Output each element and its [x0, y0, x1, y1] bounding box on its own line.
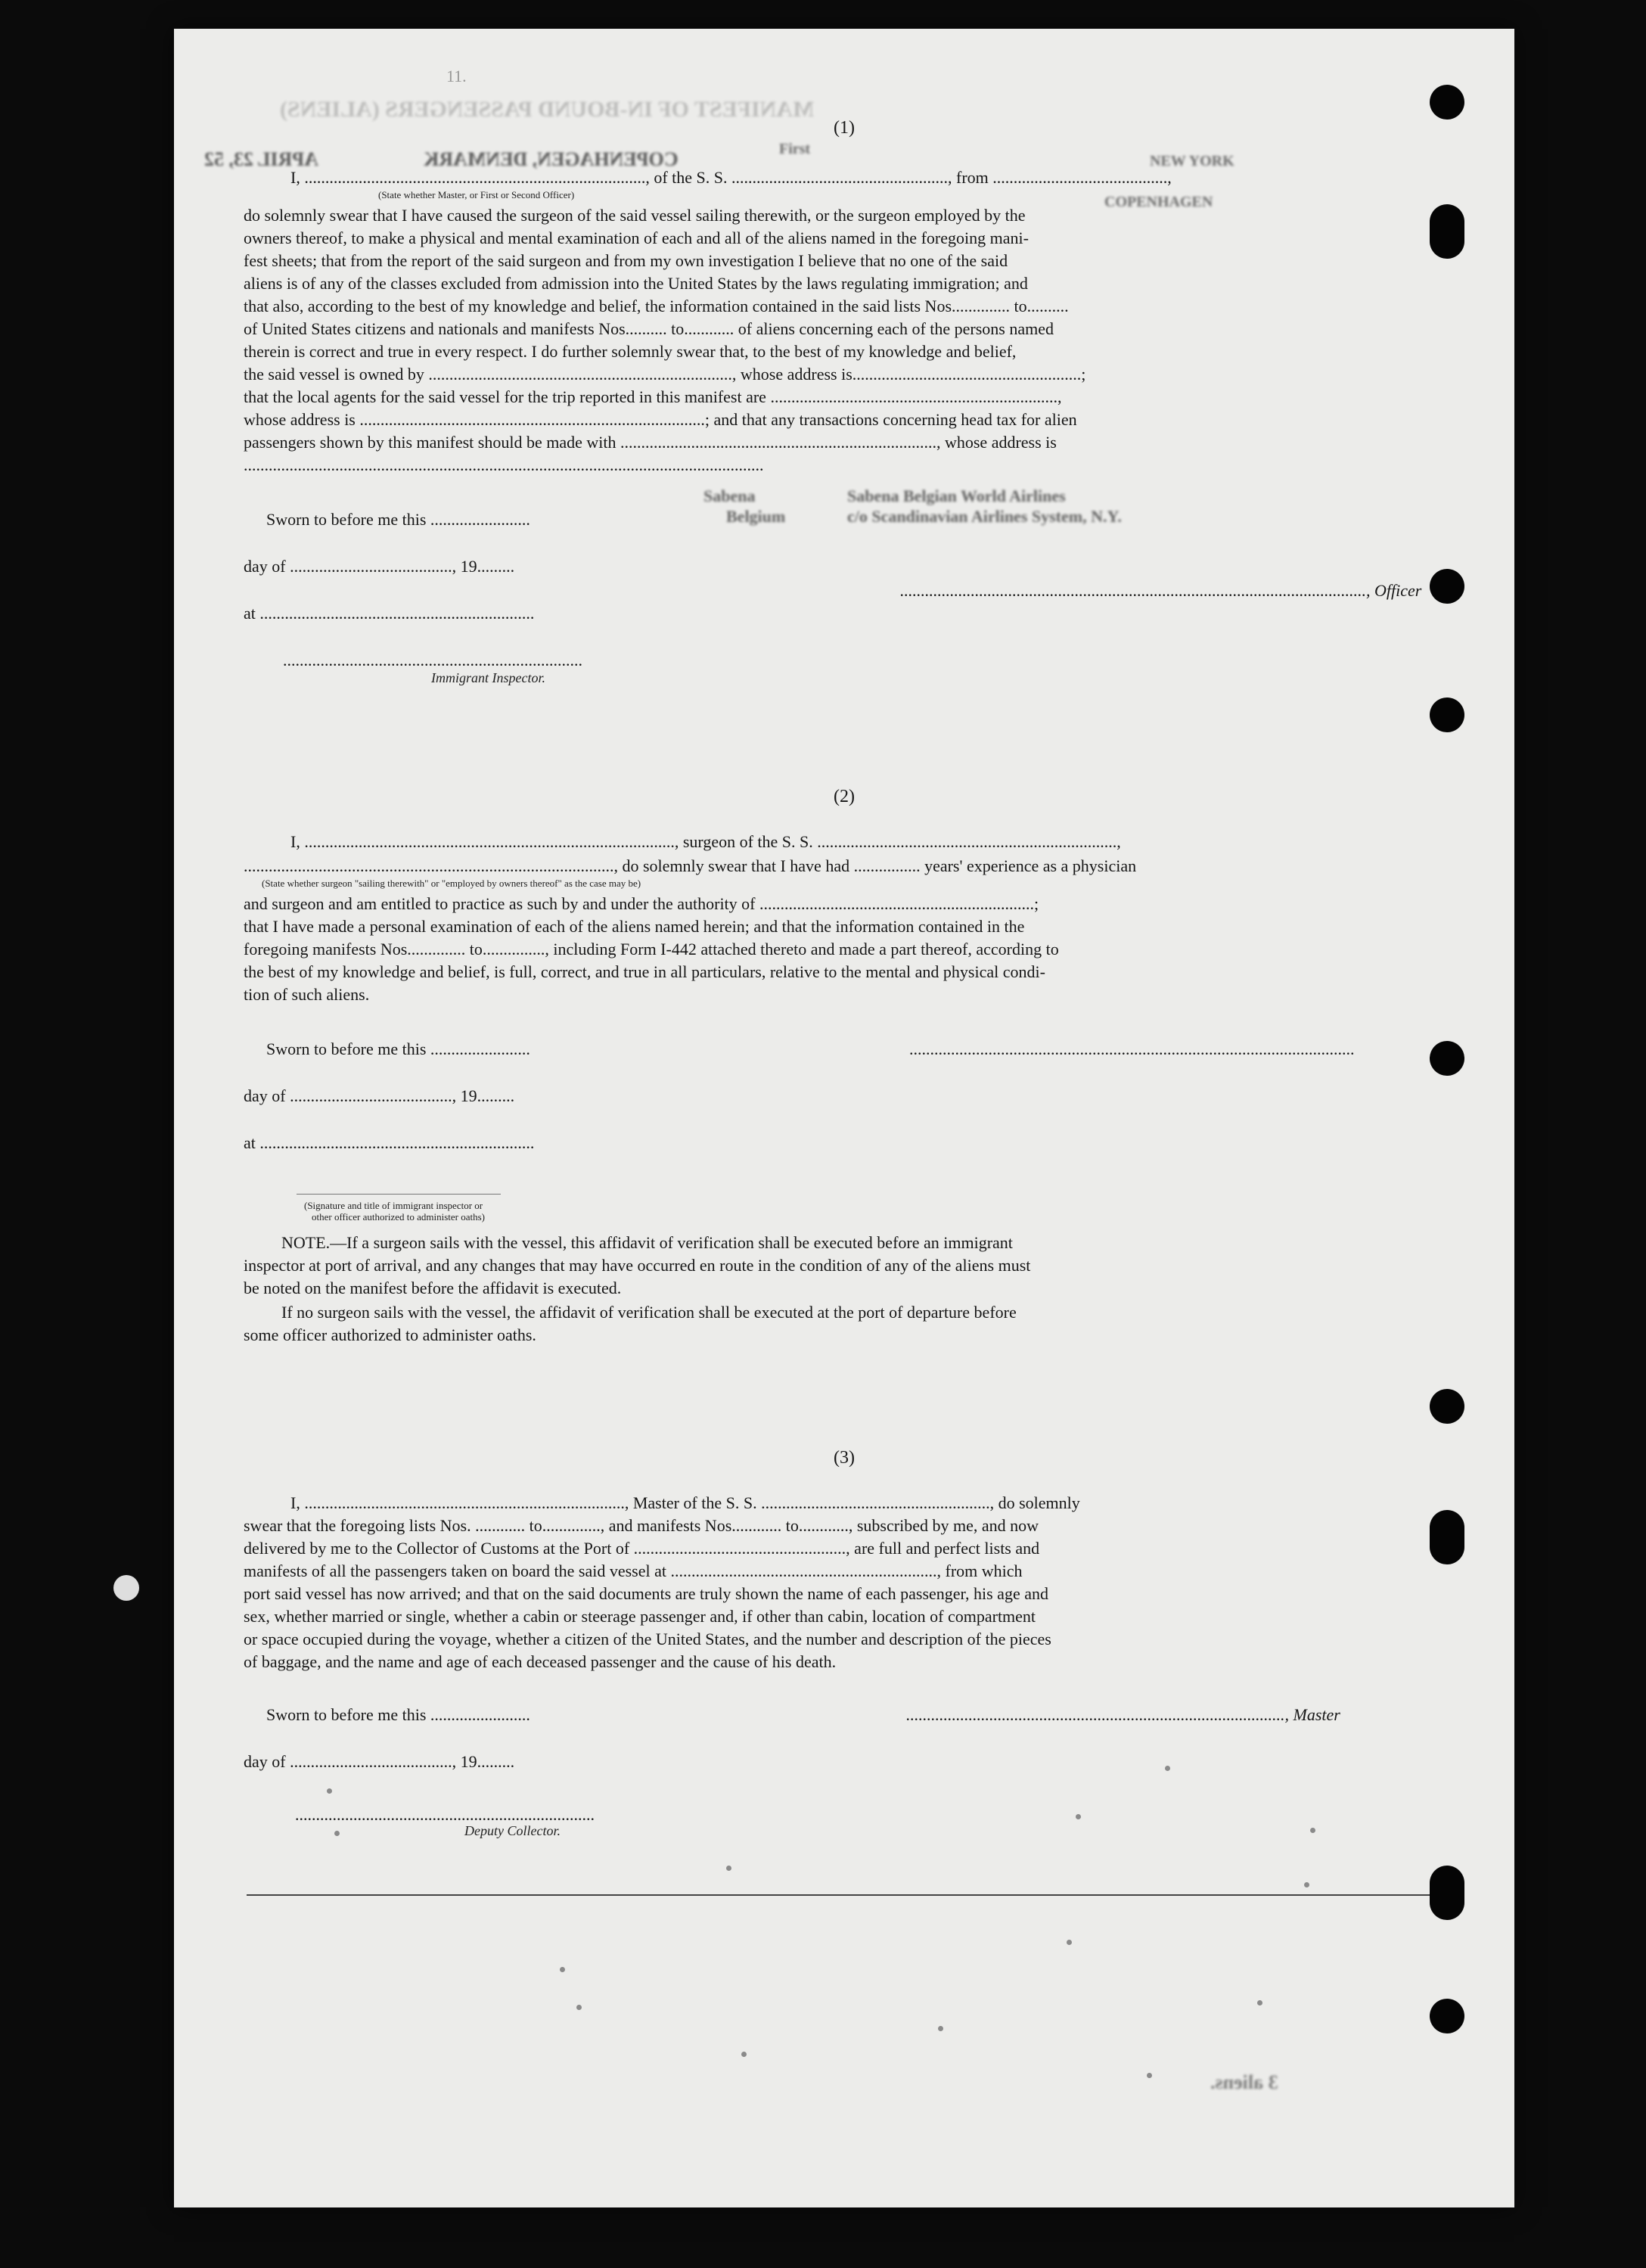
oath-line: swear that the foregoing lists Nos. ............ to.............., and manifests Nos............ to............, subscribed by me, and now: [244, 1516, 1039, 1535]
note-paragraph-2: [244, 1301, 1446, 1347]
section-3-sworn: Sworn to before me this ........................: [266, 1705, 530, 1724]
paper-speck: [1076, 1814, 1081, 1819]
oath-line: aliens is of any of the classes excluded from admission into the United States by the laws regulating immigration; and: [244, 274, 1028, 293]
officer-rank-note: (State whether Master, or First or Second Officer): [378, 189, 575, 200]
oath-line: do solemnly swear that I have caused the surgeon of the said vessel sailing therewith, or the surgeon employed by the: [244, 206, 1026, 225]
collector-caption: Deputy Collector.: [464, 1823, 561, 1838]
bleed-through-footer: 3 aliens.: [1210, 2071, 1278, 2093]
section-3-number: (3): [834, 1448, 855, 1468]
paper-fragment: [113, 1575, 139, 1601]
section-1-first-line: I, .................................................................................., of the S. S. ...................................................., from ..........................................,: [290, 168, 1172, 187]
signature-caption-2: other officer authorized to administer oaths): [312, 1211, 485, 1223]
officer-signature-line: ................................................................................................................, Officer: [900, 581, 1422, 600]
paper-speck: [741, 2052, 747, 2057]
binder-hole: [1430, 1389, 1464, 1424]
paper-speck: [1147, 2073, 1152, 2078]
section-2-line-1: I, ........................................................................................., surgeon of the S. S. ........................................................................,: [290, 832, 1121, 851]
surgeon-note: (State whether surgeon "sailing therewith" or "employed by owners thereof" as the case may be): [262, 878, 641, 889]
binder-hole: [1430, 85, 1464, 120]
oath-line: tion of such aliens.: [244, 985, 370, 1004]
paper-speck: [726, 1866, 731, 1871]
note-line: NOTE.—If a surgeon sails with the vessel, this affidavit of verification shall be executed before an immigrant: [281, 1233, 1013, 1252]
section-1-day: day of ......................................., 19.........: [244, 557, 515, 576]
section-2-signature-line: ...........................................................................................................: [909, 1039, 1355, 1058]
stamp-side-2: Belgium: [726, 507, 786, 526]
signature-rule: [297, 1194, 501, 1195]
section-1-number: (1): [834, 118, 855, 138]
manifest-sheet: [174, 29, 1514, 2207]
binder-hole: [1430, 204, 1464, 259]
oath-line: that the local agents for the said vessel for the trip reported in this manifest are .....................................................................,: [244, 387, 1062, 406]
port-handwritten: COPENHAGEN: [1104, 194, 1213, 210]
manifest-number: 11.: [446, 67, 467, 85]
note-line: be noted on the manifest before the affidavit is executed.: [244, 1278, 622, 1297]
paper-speck: [1067, 1940, 1072, 1945]
oath-line: manifests of all the passengers taken on board the said vessel at ................................................................, from which: [244, 1561, 1023, 1580]
oath-line: or space occupied during the voyage, whether a citizen of the United States, and the number and description of the pieces: [244, 1630, 1051, 1648]
stamp-line-2: c/o Scandinavian Airlines System, N.Y.: [847, 507, 1122, 526]
signature-caption-1: (Signature and title of immigrant inspector or: [304, 1200, 483, 1211]
binder-hole: [1430, 1041, 1464, 1076]
stamp-line-1: Sabena Belgian World Airlines: [847, 486, 1066, 505]
oath-line: foregoing manifests Nos.............. to..............., including Form I-442 attached thereto and made a part thereof, according to: [244, 940, 1059, 958]
section-2-line-2: ........................................................................................., do solemnly swear that I have had ................ years' experience as a physician: [244, 856, 1137, 875]
binder-hole: [1430, 697, 1464, 732]
oath-line: port said vessel has now arrived; and that on the said documents are truly shown the name of each passenger, his age and: [244, 1584, 1048, 1603]
paper-speck: [576, 2005, 582, 2010]
oath-line: that also, according to the best of my knowledge and belief, the information contained in the said lists Nos.............. to..........: [244, 297, 1069, 315]
oath-line: of United States citizens and nationals and manifests Nos.......... to............ of aliens concerning each of the persons named: [244, 319, 1054, 338]
oath-line: and surgeon and am entitled to practice as such by and under the authority of ..................................................................;: [244, 894, 1039, 913]
section-2-oath: [244, 893, 1446, 1006]
binder-hole: [1430, 1999, 1464, 2033]
paper-speck: [1257, 2000, 1262, 2005]
oath-line: whose address is ...................................................................................; and that any transactions concerning head tax for alien: [244, 410, 1077, 429]
bleed-through-ship: COPENHAGEN, DENMARK: [424, 148, 679, 170]
bleed-through-title: MANIFEST OF IN-BOUND PASSENGERS (ALIENS): [280, 97, 815, 122]
officer-rank-handwritten: First: [779, 141, 811, 157]
collector-signature-line: ........................................................................: [295, 1805, 595, 1824]
inspector-signature-line: ........................................................................: [283, 651, 582, 670]
oath-line: I, ............................................................................., Master of the S. S. ......................................................., do solemnly: [290, 1493, 1080, 1512]
bleed-through-date: APRIL 23, 52: [204, 148, 318, 170]
note-line: some officer authorized to administer oaths.: [244, 1325, 536, 1344]
oath-line: therein is correct and true in every respect. I do further solemnly swear that, to the best of my knowledge and belief,: [244, 342, 1017, 361]
paper-speck: [560, 1967, 565, 1972]
section-2-at: at ..................................................................: [244, 1133, 535, 1152]
section-1-at: at ..................................................................: [244, 604, 535, 623]
section-2-day: day of ......................................., 19.........: [244, 1086, 515, 1105]
oath-line: delivered by me to the Collector of Customs at the Port of ..................................................., are full and perfect lists and: [244, 1539, 1040, 1558]
paper-speck: [334, 1831, 340, 1836]
oath-line: of baggage, and the name and age of each deceased passenger and the cause of his death.: [244, 1652, 837, 1671]
master-signature-line: ..........................................................................................., Master: [906, 1705, 1340, 1724]
note-line: If no surgeon sails with the vessel, the affidavit of verification shall be executed at the port of departure before: [281, 1303, 1017, 1322]
stamp-side-1: Sabena: [703, 486, 756, 505]
binder-hole: [1430, 569, 1464, 604]
oath-line: owners thereof, to make a physical and mental examination of each and all of the aliens named in the foregoing mani-: [244, 228, 1029, 247]
oath-line: sex, whether married or single, whether a cabin or steerage passenger and, if other than cabin, location of compartment: [244, 1607, 1036, 1626]
paper-speck: [1310, 1828, 1315, 1833]
oath-line: .............................................................................................................................: [244, 455, 764, 474]
section-2-sworn: Sworn to before me this ........................: [266, 1039, 530, 1058]
paper-speck: [1304, 1882, 1309, 1887]
oath-line: that I have made a personal examination of each of the aliens named herein; and that the information contained in the: [244, 917, 1025, 936]
binder-hole: [1430, 1510, 1464, 1564]
section-1-sworn: Sworn to before me this ........................: [266, 510, 530, 529]
oath-line: passengers shown by this manifest should be made with ............................................................................, whose address is: [244, 433, 1057, 452]
section-3-oath: [244, 1492, 1446, 1673]
paper-speck: [938, 2026, 943, 2031]
oath-line: the said vessel is owned by ........................................................................., whose address is.......................................................;: [244, 365, 1086, 384]
note-line: inspector at port of arrival, and any changes that may have occurred en route in the condition of any of the aliens must: [244, 1256, 1031, 1275]
paper-speck: [1165, 1766, 1170, 1771]
section-1-oath: [244, 204, 1446, 477]
ship-name-handwritten: NEW YORK: [1150, 153, 1234, 169]
paper-speck: [327, 1788, 332, 1794]
oath-line: the best of my knowledge and belief, is full, correct, and true in all particulars, relative to the mental and physical condi-: [244, 962, 1045, 981]
section-3-day: day of ......................................., 19.........: [244, 1752, 515, 1771]
note-paragraph: [244, 1232, 1446, 1300]
section-2-number: (2): [834, 787, 855, 806]
bottom-rule: [247, 1894, 1448, 1896]
binder-hole: [1430, 1866, 1464, 1920]
inspector-caption: Immigrant Inspector.: [431, 670, 545, 685]
oath-line: fest sheets; that from the report of the said surgeon and from my own investigation I believe that no one of the said: [244, 251, 1008, 270]
